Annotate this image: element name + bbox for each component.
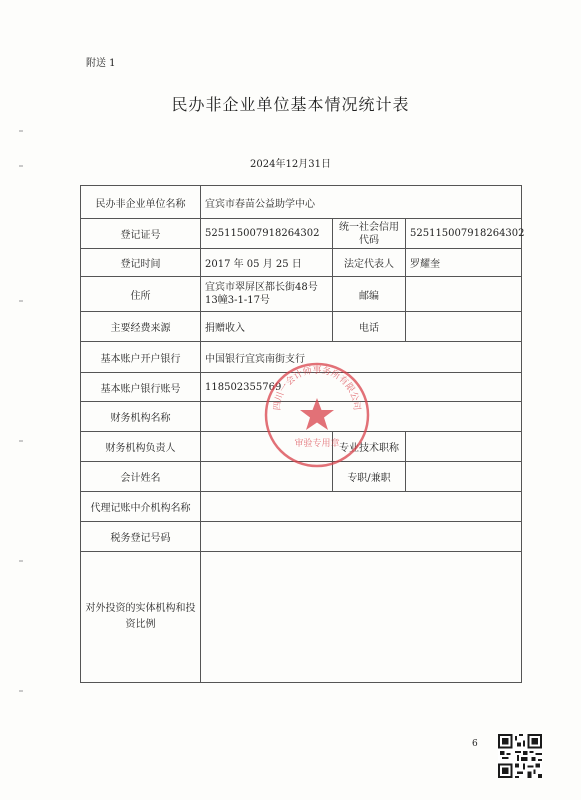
- qr-code-icon: [498, 734, 542, 778]
- table-row: [81, 186, 522, 219]
- tax-reg-value: [201, 522, 522, 552]
- finance-org-value: [201, 402, 522, 432]
- fulltime-value: [406, 462, 522, 492]
- postcode-value: [406, 277, 522, 312]
- investment-label: 对外投资的实体机构和投资比例: [81, 552, 201, 683]
- table-row: [81, 492, 522, 522]
- funding-label: 主要经费来源: [81, 312, 201, 342]
- account-label: 基本账户银行账号: [81, 373, 201, 402]
- fulltime-label: 专职/兼职: [333, 462, 406, 492]
- table-row: [81, 432, 522, 462]
- table-row: [81, 402, 522, 432]
- funding-value: 捐赠收入: [201, 312, 333, 342]
- page-title: 民办非企业单位基本情况统计表: [171, 95, 410, 114]
- finance-head-value: [201, 432, 333, 462]
- legal-rep-value: 罗耀奎: [406, 249, 522, 277]
- reg-date-label: 登记时间: [81, 249, 201, 277]
- account-value: 118502355769: [201, 373, 522, 402]
- seal-inner-text: 审验专用章: [294, 439, 340, 449]
- investment-value: [201, 552, 522, 683]
- org-name-value: 宜宾市春苗公益助学中心: [201, 186, 522, 219]
- bank-value: 中国银行宜宾南街支行: [201, 342, 522, 373]
- table-row: [81, 219, 522, 249]
- reg-date-value: 2017 年 05 月 25 日: [201, 249, 333, 277]
- info-table: [80, 185, 525, 683]
- table-row: [81, 342, 522, 373]
- pro-title-label: 专业技术职称: [333, 432, 406, 462]
- bank-label: 基本账户开户银行: [81, 342, 201, 373]
- table-row: [81, 277, 522, 312]
- finance-org-label: 财务机构名称: [81, 402, 201, 432]
- org-name-label: 民办非企业单位名称: [81, 186, 201, 219]
- accountant-label: 会计姓名: [81, 462, 201, 492]
- agency-label: 代理记账中介机构名称: [81, 492, 201, 522]
- reg-no-label: 登记证号: [81, 219, 201, 249]
- credit-code-label: 统一社会信用代码: [333, 219, 406, 249]
- binding-mark: [19, 690, 23, 692]
- table-row: [81, 312, 522, 342]
- reg-no-value: 525115007918264302: [201, 219, 333, 249]
- finance-head-label: 财务机构负责人: [81, 432, 201, 462]
- table-row: [81, 462, 522, 492]
- table-row: [81, 552, 522, 683]
- table-row: [81, 249, 522, 277]
- accountant-value: [201, 462, 333, 492]
- report-date: 2024年12月31日: [250, 159, 331, 170]
- phone-value: [406, 312, 522, 342]
- address-value: 宜宾市翠屏区都长街48号13幢3-1-17号: [201, 277, 333, 312]
- page-number: 6: [472, 739, 478, 749]
- address-label: 住所: [81, 277, 201, 312]
- pro-title-value: [406, 432, 522, 462]
- binding-mark: [19, 300, 23, 302]
- table-row: [81, 522, 522, 552]
- phone-label: 电话: [333, 312, 406, 342]
- attachment-label: 附送 1: [86, 58, 116, 69]
- seal-outer-text: 四川一会计师事务所有限公司: [272, 366, 362, 411]
- postcode-label: 邮编: [333, 277, 406, 312]
- legal-rep-label: 法定代表人: [333, 249, 406, 277]
- tax-reg-label: 税务登记号码: [81, 522, 201, 552]
- credit-code-value: 525115007918264302: [406, 219, 522, 249]
- binding-mark: [19, 560, 23, 562]
- binding-mark: [19, 130, 23, 132]
- binding-mark: [19, 440, 23, 442]
- table-row: [81, 373, 522, 402]
- agency-value: [201, 492, 522, 522]
